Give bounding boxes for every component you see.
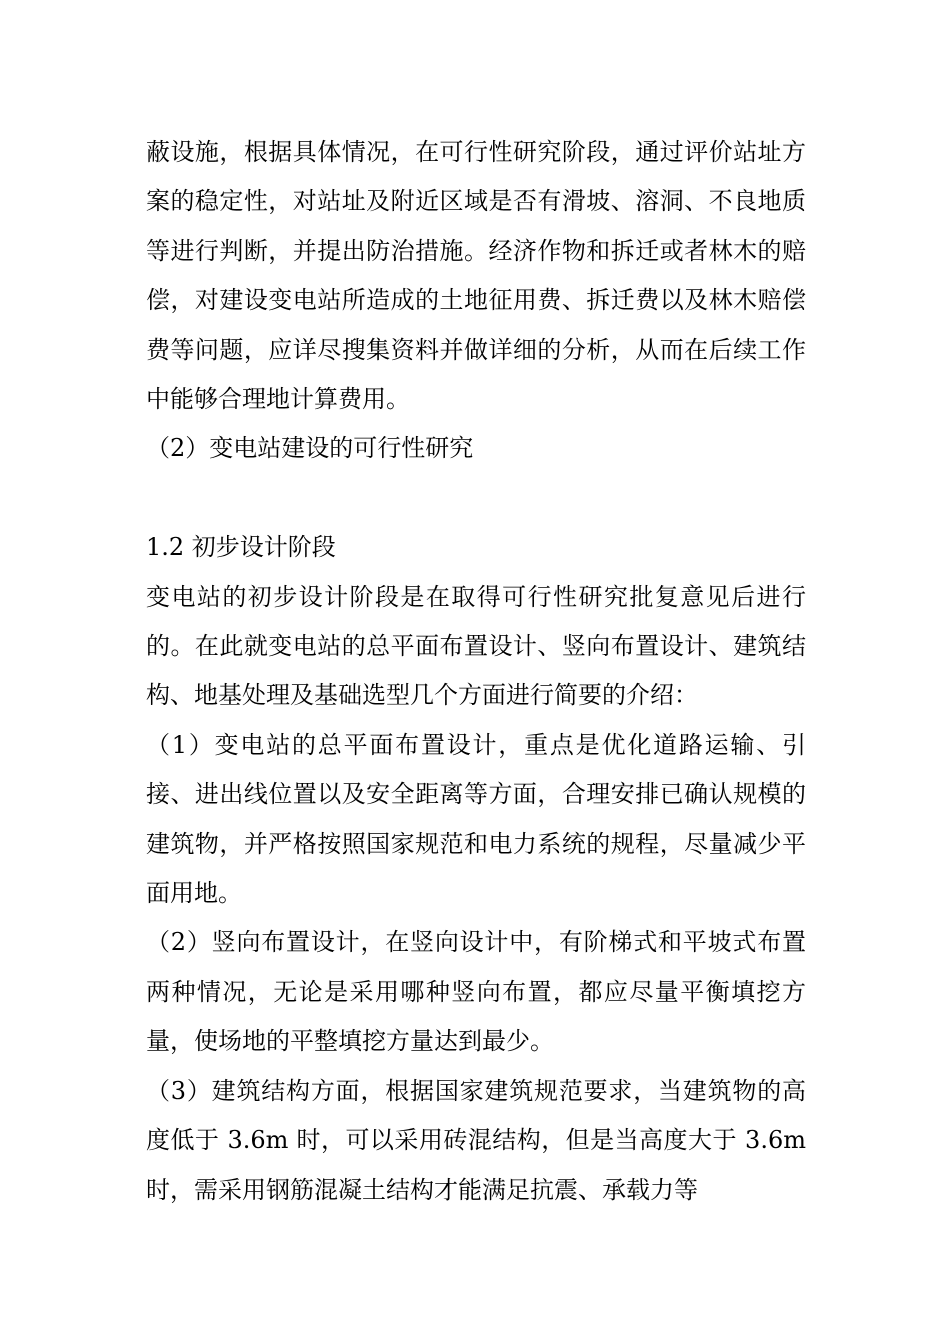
paragraph-layout-design: （1）变电站的总平面布置设计，重点是优化道路运输、引接、进出线位置以及安全距离等方面，合理安排已确认规模的建筑物，并严格按照国家规范和电力系统的规程，尽量减少平面用地。: [146, 730, 806, 908]
paragraph-vertical-design: （2）竖向布置设计，在竖向设计中，有阶梯式和平坡式布置两种情况，无论是采用哪种竖向布置，都应尽量平衡填挖方量，使场地的平整填挖方量达到最少。: [146, 928, 806, 1056]
section-heading-preliminary-design: 1.2 初步设计阶段: [146, 533, 336, 562]
paragraph-feasibility-heading: （2）变电站建设的可行性研究: [146, 434, 474, 463]
document-page: [146, 128, 806, 1215]
paragraph-building-structure: （3）建筑结构方面，根据国家建筑规范要求，当建筑物的高度低于 3.6m 时，可以采用砖混结构，但是当高度大于 3.6m 时，需采用钢筋混凝土结构才能满足抗震、承载力等: [146, 1076, 806, 1204]
paragraph-site-assessment: 蔽设施，根据具体情况，在可行性研究阶段，通过评价站址方案的稳定性，对站址及附近区域是否有滑坡、溶洞、不良地质等进行判断，并提出防治措施。经济作物和拆迁或者林木的赔偿，对建设变电站所造成的土地征用费、拆迁费以及林木赔偿费等问题，应详尽搜集资料并做详细的分析，从而在后续工作中能够合理地计算费用。: [146, 138, 806, 414]
blank-line: [146, 474, 806, 523]
paragraph-preliminary-intro: 变电站的初步设计阶段是在取得可行性研究批复意见后进行的。在此就变电站的总平面布置设计、竖向布置设计、建筑结构、地基处理及基础选型几个方面进行简要的介绍：: [146, 582, 806, 710]
